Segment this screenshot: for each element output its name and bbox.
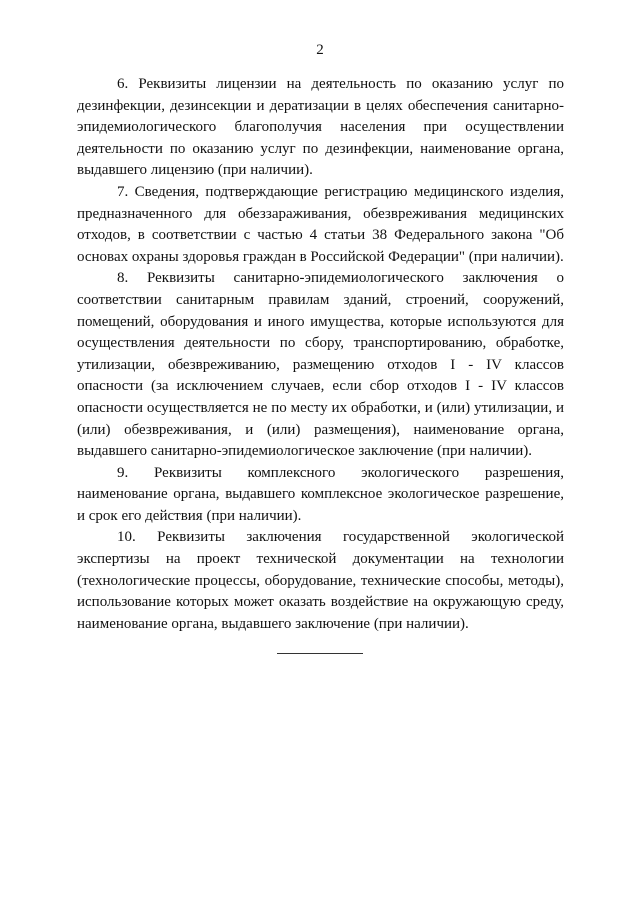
paragraph-item-8: 8. Реквизиты санитарно-эпидемиологического заключения о соответствии санитарным правилам зданий, строений, сооружений, помещений, оборудования и иного имущества, которые используются для осуществления деятельности по сбору, транспортированию, обработке, утилизации, обезвреживанию, размещению отходов I - IV классов опасности (за исключением случаев, если сбор отходов I - IV классов опасности осуществляется не по месту их обработки, и (или) утилизации, и (или) обезвреживания, и (или) размещения), наименование органа, выдавшего санитарно-эпидемиологическое заключение (при наличии). — [77, 270, 564, 460]
document-body — [77, 74, 564, 635]
paragraph-item-9: 9. Реквизиты комплексного экологического разрешения, наименование органа, выдавшего комплексное экологическое разрешение, и срок его действия (при наличии). — [77, 464, 564, 524]
paragraph-item-10: 10. Реквизиты заключения государственной экологической экспертизы на проект технической документации на технологии (технологические процессы, оборудование, технические способы, методы), использование которых может оказать воздействие на окружающую среду, наименование органа, выдавшего заключение (при наличии). — [77, 529, 564, 632]
paragraph-item-7: 7. Сведения, подтверждающие регистрацию медицинского изделия, предназначенного для обеззараживания, обезвреживания медицинских отходов, в соответствии с частью 4 статьи 38 Федерального закона "Об основах охраны здоровья граждан в Российской Федерации" (при наличии). — [77, 183, 564, 265]
page-number: 2 — [316, 42, 324, 58]
paragraph-item-6: 6. Реквизиты лицензии на деятельность по оказанию услуг по дезинфекции, дезинсекции и дератизации в целях обеспечения санитарно-эпидемиологического благополучия населения при осуществлении деятельности по оказанию услуг по дезинфекции, наименование органа, выдавшего лицензию (при наличии). — [77, 76, 564, 179]
end-separator-line — [277, 653, 363, 654]
